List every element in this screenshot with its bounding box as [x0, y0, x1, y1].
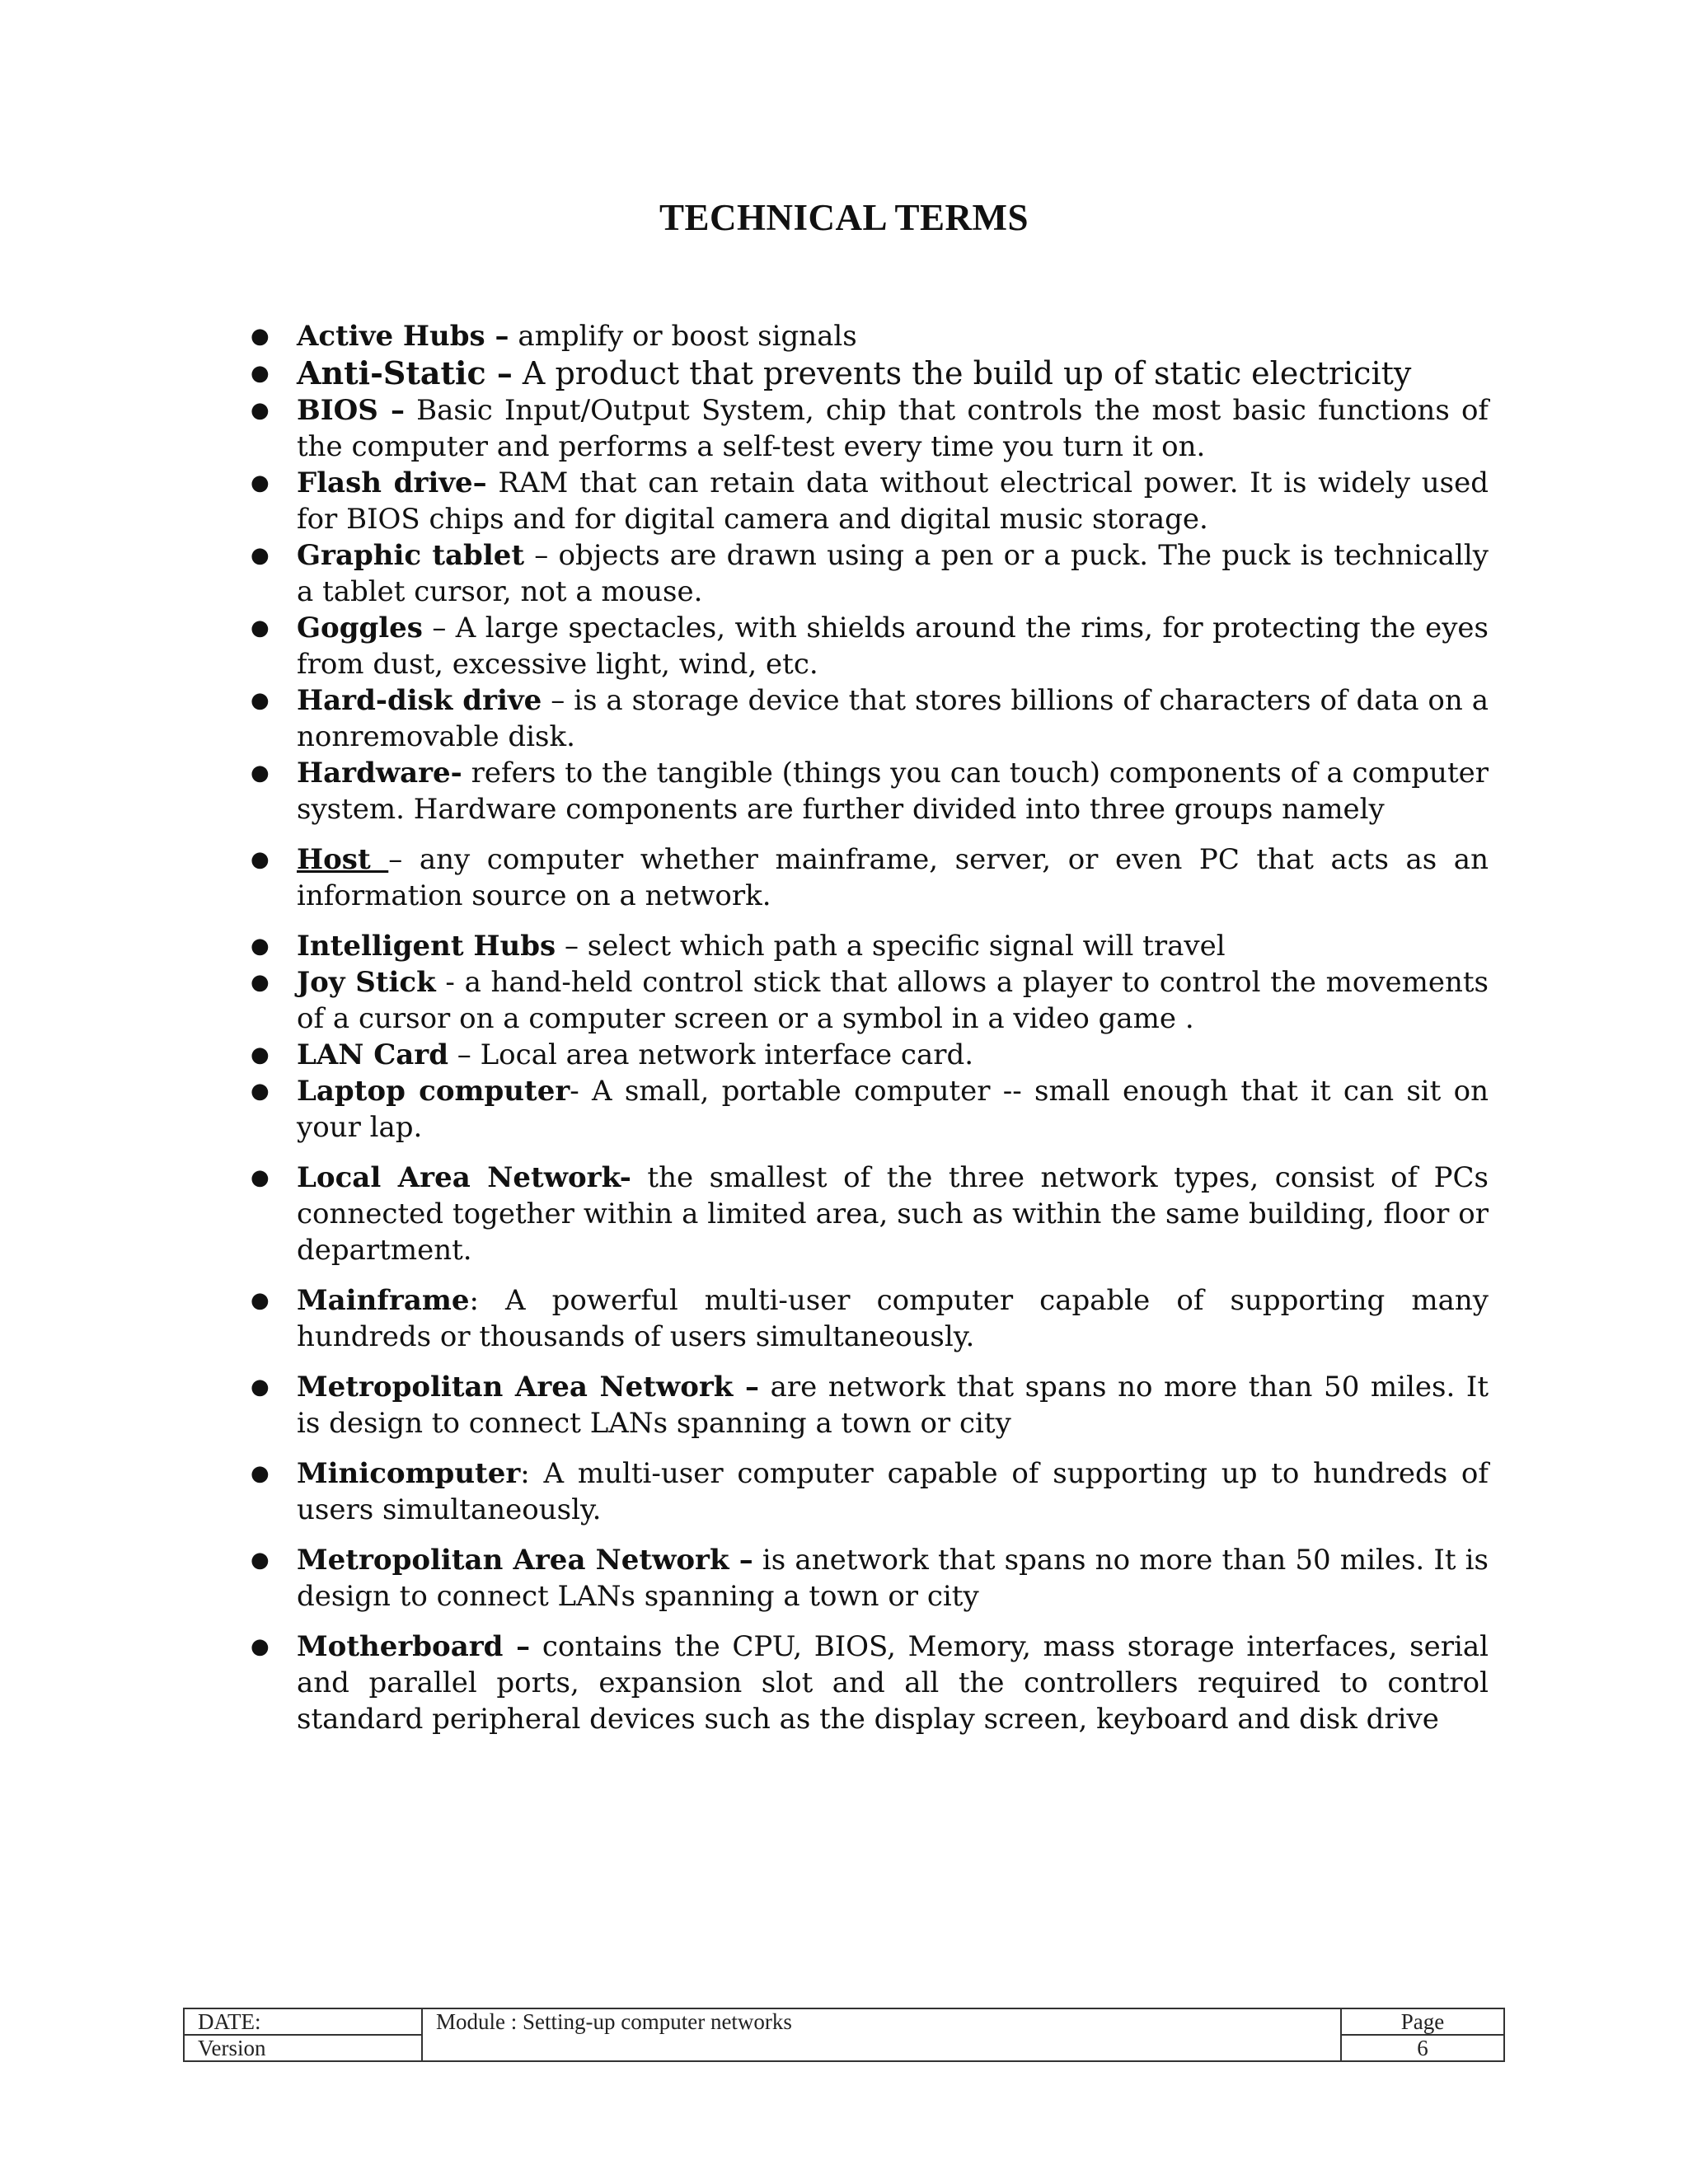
term-name: Hardware-	[297, 757, 462, 790]
bullet-icon: ●	[251, 1079, 270, 1104]
bullet-icon: ●	[251, 1548, 270, 1572]
term-definition: refers to the tangible (things you can touch) components of a computer system. Hardware components are further divided into three groups namely	[297, 757, 1489, 826]
bullet-icon: ●	[251, 970, 270, 995]
term-item-flash-drive	[251, 465, 1489, 537]
term-name: Host	[297, 843, 389, 876]
term-name: Hard-disk drive	[297, 684, 542, 717]
bullet-icon: ●	[251, 1043, 270, 1067]
term-definition: – objects are drawn using a pen or a puck. The puck is technically a tablet cursor, not a mouse.	[297, 539, 1489, 608]
term-definition: – any computer whether mainframe, server, or even PC that acts as an information source on a network.	[297, 843, 1489, 912]
bullet-icon: ●	[251, 934, 270, 958]
footer-page-label: Page	[1341, 2008, 1504, 2035]
term-definition: - a hand-held control stick that allows a player to control the movements of a cursor on a computer screen or a symbol in a video game .	[297, 966, 1489, 1035]
term-definition: Basic Input/Output System, chip that controls the most basic functions of the computer and performs a self-test every time you turn it on.	[297, 394, 1489, 463]
bullet-icon: ●	[251, 543, 270, 568]
term-name: Mainframe	[297, 1284, 470, 1317]
term-name: Flash drive–	[297, 466, 487, 499]
term-item-mainframe	[251, 1282, 1489, 1355]
term-item-metropolitan-area-network	[251, 1369, 1489, 1441]
term-item-lan-card	[251, 1037, 1489, 1073]
term-name: LAN Card	[297, 1038, 448, 1071]
page-title: TECHNICAL TERMS	[659, 197, 1029, 238]
bullet-icon: ●	[251, 1288, 270, 1313]
term-definition: A product that prevents the build up of static electricity	[512, 355, 1412, 391]
bullet-icon: ●	[251, 1165, 270, 1190]
term-definition: – is a storage device that stores billions of characters of data on a nonremovable disk.	[297, 684, 1489, 753]
term-item-joy-stick	[251, 964, 1489, 1037]
term-item-motherboard	[251, 1629, 1489, 1737]
term-definition: : A multi-user computer capable of supporting up to hundreds of users simultaneously.	[297, 1457, 1489, 1526]
term-definition: are network that spans no more than 50 miles. It is design to connect LANs spanning a town or city	[297, 1371, 1489, 1440]
term-name: Motherboard –	[297, 1630, 531, 1663]
term-definition: – Local area network interface card.	[448, 1038, 974, 1071]
term-item-bios	[251, 392, 1489, 465]
bullet-icon: ●	[251, 761, 270, 785]
term-item-active-hubs	[251, 318, 1489, 354]
term-name: BIOS –	[297, 394, 406, 427]
bullet-icon: ●	[251, 688, 270, 713]
term-definition: RAM that can retain data without electrical power. It is widely used for BIOS chips and for digital camera and digital music storage.	[297, 466, 1489, 536]
term-definition: the smallest of the three network types, consist of PCs connected together within a limited area, such as within the same building, floor or department.	[297, 1161, 1489, 1267]
bullet-icon: ●	[251, 471, 270, 495]
term-definition: contains the CPU, BIOS, Memory, mass storage interfaces, serial and parallel ports, expansion slot and all the controllers required to control standard peripheral devices such as the display screen, keyboard and disk drive	[297, 1630, 1489, 1736]
term-item-anti-static	[251, 354, 1489, 392]
footer-module: Module : Setting-up computer networks	[422, 2008, 1341, 2061]
footer-version-label: Version	[184, 2035, 422, 2061]
term-name: Joy Stick	[297, 966, 436, 999]
terms-list	[251, 318, 1489, 1737]
term-item-local-area-network	[251, 1160, 1489, 1268]
term-name: Metropolitan Area Network –	[297, 1371, 759, 1404]
term-name: Goggles	[297, 612, 423, 644]
term-definition: is anetwork that spans no more than 50 miles. It is design to connect LANs spanning a town or city	[297, 1544, 1489, 1613]
term-name: Laptop computer	[297, 1075, 570, 1108]
term-definition: amplify or boost signals	[509, 320, 857, 353]
term-item-metropolitan-area-network-2	[251, 1542, 1489, 1615]
term-definition: – select which path a specific signal will travel	[556, 930, 1226, 963]
term-item-hard-disk-drive	[251, 682, 1489, 755]
term-definition: : A powerful multi-user computer capable of supporting many hundreds or thousands of users simultaneously.	[297, 1284, 1489, 1353]
term-item-graphic-tablet	[251, 537, 1489, 610]
bullet-icon: ●	[251, 398, 270, 423]
bullet-icon: ●	[251, 1634, 270, 1659]
term-name: Intelligent Hubs	[297, 930, 556, 963]
bullet-icon: ●	[251, 1461, 270, 1486]
bullet-icon: ●	[251, 324, 270, 349]
bullet-icon: ●	[251, 616, 270, 640]
term-item-host	[251, 841, 1489, 914]
term-name: Metropolitan Area Network –	[297, 1544, 753, 1577]
footer-date-label: DATE:	[184, 2008, 422, 2035]
term-item-goggles	[251, 610, 1489, 682]
term-name: Anti-Static –	[297, 354, 513, 391]
term-name: Active Hubs –	[297, 320, 509, 353]
footer-page-number: 6	[1341, 2035, 1504, 2061]
term-definition: - A small, portable computer -- small enough that it can sit on your lap.	[297, 1075, 1489, 1144]
bullet-icon: ●	[251, 1375, 270, 1399]
footer-table	[183, 2008, 1505, 2062]
term-item-hardware	[251, 755, 1489, 827]
term-definition: – A large spectacles, with shields around the rims, for protecting the eyes from dust, excessive light, wind, etc.	[297, 612, 1489, 681]
bullet-icon: ●	[251, 361, 270, 386]
term-item-intelligent-hubs	[251, 928, 1489, 964]
term-item-laptop-computer	[251, 1073, 1489, 1146]
term-name: Graphic tablet	[297, 539, 525, 572]
bullet-icon: ●	[251, 847, 270, 872]
term-item-minicomputer	[251, 1455, 1489, 1528]
term-name: Minicomputer	[297, 1457, 521, 1490]
term-name: Local Area Network-	[297, 1161, 631, 1194]
footer-row-top	[184, 2008, 1504, 2035]
